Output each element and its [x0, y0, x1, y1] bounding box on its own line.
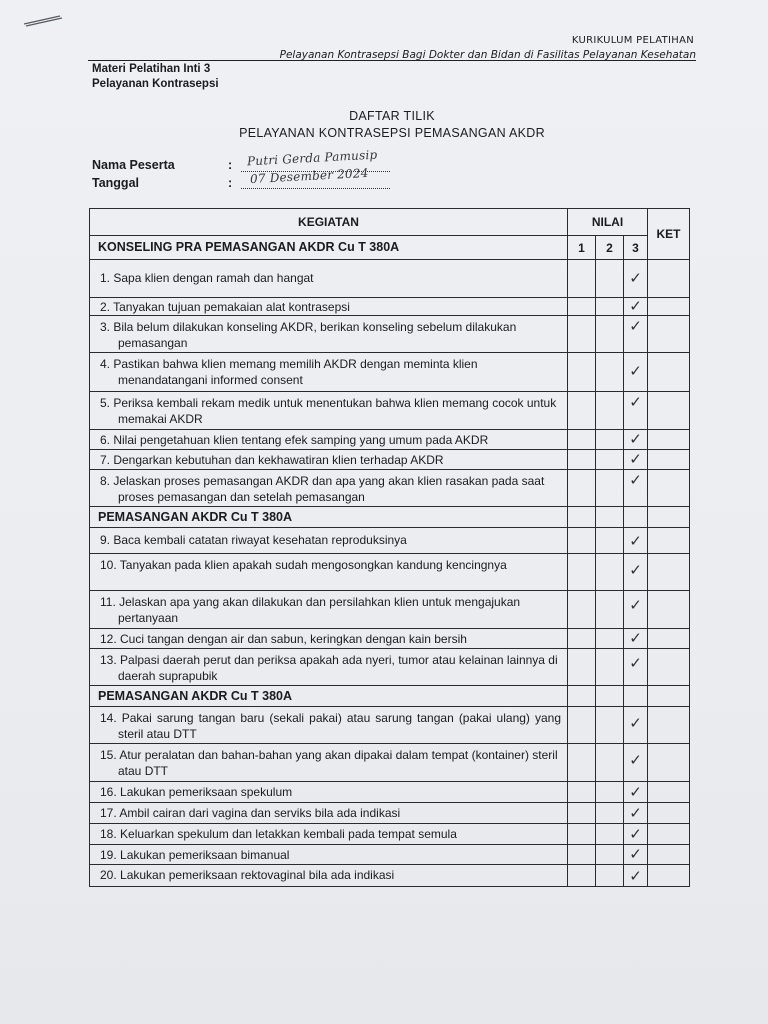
table-row [90, 260, 690, 298]
col-header-score: NILAI [568, 209, 648, 236]
score-3-cell [624, 353, 648, 392]
check-icon: ✓ [629, 845, 642, 863]
section-row [90, 236, 690, 260]
check-icon: ✓ [629, 825, 642, 843]
item-text: 14. Pakai sarung tangan baru (sekali pakai) atau sarung tangan (pakai ulang) yang steril atau DTT [90, 707, 568, 744]
score-3-cell [624, 554, 648, 591]
checklist-table [89, 208, 690, 887]
check-icon: ✓ [629, 471, 642, 489]
pen-scribble-mark [22, 12, 66, 28]
item-text: 6. Nilai pengetahuan klien tentang efek samping yang umum pada AKDR [90, 430, 568, 450]
table-header-row [90, 209, 690, 236]
name-colon: : [228, 158, 233, 172]
check-icon: ✓ [629, 450, 642, 468]
col-header-note: KET [648, 209, 690, 260]
table-row [90, 629, 690, 649]
score-3-cell [624, 629, 648, 649]
check-icon: ✓ [629, 393, 642, 411]
score-3-cell [624, 260, 648, 298]
section-row [90, 686, 690, 707]
item-text: 16. Lakukan pemeriksaan spekulum [90, 782, 568, 803]
check-icon: ✓ [629, 532, 642, 550]
date-handwriting: 07 Desember 2024 [249, 165, 369, 187]
score-3-cell [624, 744, 648, 782]
table-row [90, 298, 690, 316]
check-icon: ✓ [629, 783, 642, 801]
score-2-header: 2 [596, 236, 624, 260]
item-text: 5. Periksa kembali rekam medik untuk menentukan bahwa klien memang cocok untuk memakai AKDR [90, 392, 568, 430]
table-row [90, 392, 690, 430]
check-icon: ✓ [629, 362, 642, 380]
item-text: 3. Bila belum dilakukan konseling AKDR, berikan konseling sebelum dilakukan pemasangan [90, 316, 568, 353]
table-row [90, 707, 690, 744]
check-icon: ✓ [629, 269, 642, 287]
score-3-cell [624, 707, 648, 744]
table-row [90, 649, 690, 686]
score-3-cell [624, 824, 648, 845]
score-3-cell [624, 392, 648, 430]
score-3-cell [624, 649, 648, 686]
table-row [90, 450, 690, 470]
table-row [90, 744, 690, 782]
score-1-header: 1 [568, 236, 596, 260]
name-label: Nama Peserta [92, 158, 175, 172]
table-row [90, 554, 690, 591]
section-row [90, 507, 690, 528]
check-icon: ✓ [629, 654, 642, 672]
doc-title: DAFTAR TILIK [349, 109, 435, 123]
table-row [90, 824, 690, 845]
section-title: PEMASANGAN AKDR Cu T 380A [90, 507, 568, 528]
item-text: 10. Tanyakan pada klien apakah sudah mengosongkan kandung kencingnya [90, 554, 568, 591]
score-3-cell [624, 316, 648, 353]
item-text: 13. Palpasi daerah perut dan periksa apakah ada nyeri, tumor atau kelainan lainnya di daerah suprapubik [90, 649, 568, 686]
table-row [90, 430, 690, 450]
check-icon: ✓ [629, 751, 642, 769]
table-row [90, 470, 690, 507]
item-text: 8. Jelaskan proses pemasangan AKDR dan apa yang akan klien rasakan pada saat proses pemasangan dan setelah pemasangan [90, 470, 568, 507]
date-label: Tanggal [92, 176, 139, 190]
score-3-cell [624, 430, 648, 450]
score-3-cell [624, 845, 648, 865]
check-icon: ✓ [629, 596, 642, 614]
item-text: 19. Lakukan pemeriksaan bimanual [90, 845, 568, 865]
item-text: 7. Dengarkan kebutuhan dan kekhawatiran klien terhadap AKDR [90, 450, 568, 470]
check-icon: ✓ [629, 804, 642, 822]
item-text: 9. Baca kembali catatan riwayat kesehatan reproduksinya [90, 528, 568, 554]
item-text: 12. Cuci tangan dengan air dan sabun, keringkan dengan kain bersih [90, 629, 568, 649]
date-colon: : [228, 176, 233, 190]
table-row [90, 865, 690, 887]
section-title: PEMASANGAN AKDR Cu T 380A [90, 686, 568, 707]
item-text: 15. Atur peralatan dan bahan-bahan yang akan dipakai dalam tempat (kontainer) steril atau DTT [90, 744, 568, 782]
item-text: 1. Sapa klien dengan ramah dan hangat [90, 260, 568, 298]
score-3-cell [624, 591, 648, 629]
table-row [90, 803, 690, 824]
table-row [90, 316, 690, 353]
materi-block [92, 62, 219, 92]
item-text: 17. Ambil cairan dari vagina dan serviks bila ada indikasi [90, 803, 568, 824]
table-row [90, 845, 690, 865]
check-icon: ✓ [629, 317, 642, 335]
table-row [90, 591, 690, 629]
check-icon: ✓ [629, 714, 642, 732]
name-handwriting: Putri Gerda Pamusip [246, 147, 378, 169]
check-icon: ✓ [629, 430, 642, 448]
score-3-cell [624, 865, 648, 887]
check-icon: ✓ [629, 297, 642, 315]
score-3-cell [624, 450, 648, 470]
materi-line-2: Pelayanan Kontrasepsi [92, 78, 219, 90]
table-row [90, 353, 690, 392]
item-text: 20. Lakukan pemeriksaan rektovaginal bila ada indikasi [90, 865, 568, 887]
item-text: 4. Pastikan bahwa klien memang memilih AKDR dengan meminta klien menandatangani informed consent [90, 353, 568, 392]
item-text: 11. Jelaskan apa yang akan dilakukan dan persilahkan klien untuk mengajukan pertanyaan [90, 591, 568, 629]
col-header-activity: KEGIATAN [90, 209, 568, 236]
check-icon: ✓ [629, 561, 642, 579]
doc-subtitle: PELAYANAN KONTRASEPSI PEMASANGAN AKDR [239, 126, 545, 140]
section-title: KONSELING PRA PEMASANGAN AKDR Cu T 380A [90, 236, 568, 260]
check-icon: ✓ [629, 629, 642, 647]
table-row [90, 782, 690, 803]
score-3-cell [624, 470, 648, 507]
score-3-cell [624, 298, 648, 316]
header-divider [88, 60, 696, 61]
header-subtitle: Pelayanan Kontrasepsi Bagi Dokter dan Bidan di Fasilitas Pelayanan Kesehatan [279, 49, 696, 61]
materi-line-1: Materi Pelatihan Inti 3 [92, 63, 211, 75]
score-3-cell [624, 803, 648, 824]
curriculum-label: KURIKULUM PELATIHAN [571, 35, 694, 46]
table-row [90, 528, 690, 554]
item-text: 18. Keluarkan spekulum dan letakkan kembali pada tempat semula [90, 824, 568, 845]
score-3-header: 3 [624, 236, 648, 260]
score-3-cell [624, 782, 648, 803]
item-text: 2. Tanyakan tujuan pemakaian alat kontrasepsi [90, 298, 568, 316]
score-3-cell [624, 528, 648, 554]
check-icon: ✓ [629, 867, 642, 885]
